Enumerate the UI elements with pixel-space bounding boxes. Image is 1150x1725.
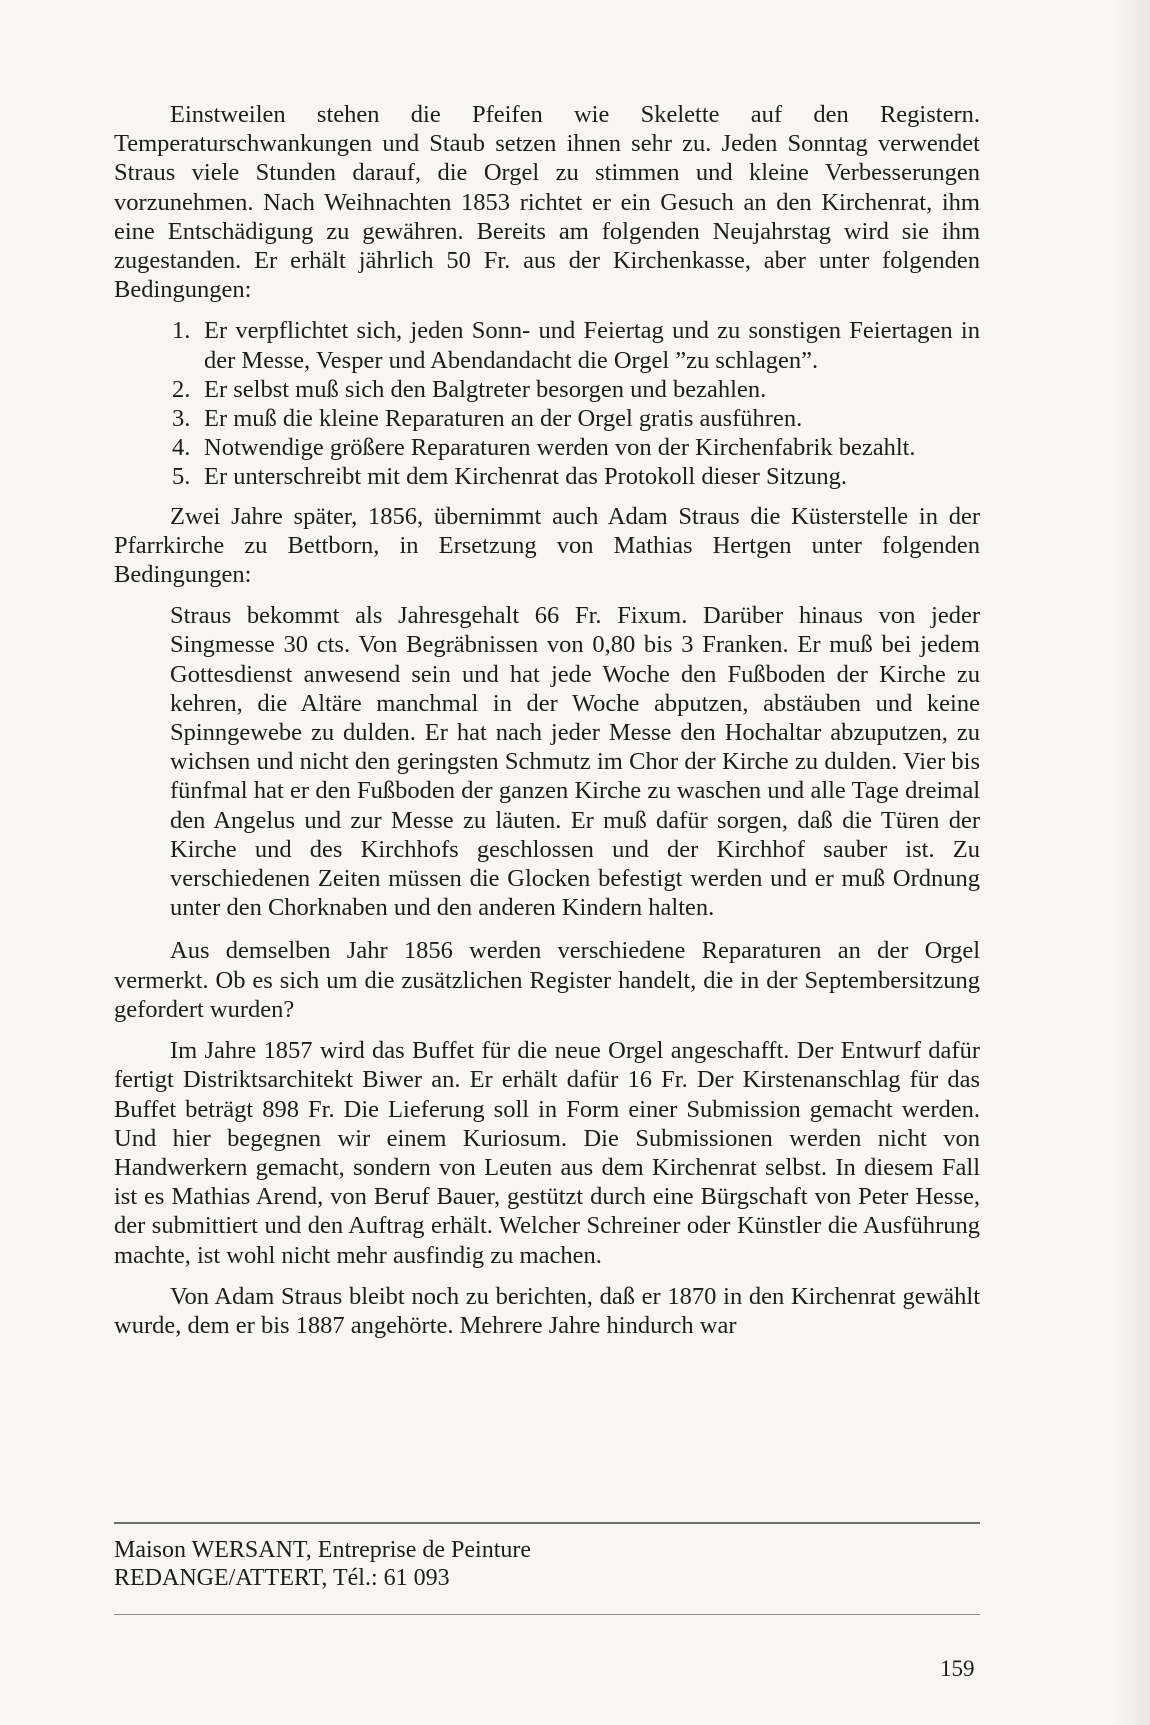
list-item [114, 462, 980, 491]
list-item-text: Er selbst muß sich den Balgtreter besorgen und bezahlen. [204, 375, 767, 403]
list-item-number: 4. [172, 434, 191, 462]
advert-line-1: Maison WERSANT, Entreprise de Peinture [114, 1537, 532, 1563]
paragraph-kirchenrat: Von Adam Straus bleibt noch zu berichten, daß er 1870 in den Kirchenrat gewählt wurde, dem er bis 1887 angehörte. Mehrere Jahre hindurch war [114, 1282, 980, 1339]
list-item-text: Er unterschreibt mit dem Kirchenrat das Protokoll dieser Sitzung. [204, 463, 847, 491]
advert-top-rule [114, 1522, 980, 1524]
paragraph-buffet: Im Jahre 1857 wird das Buffet für die neue Orgel angeschafft. Der Entwurf dafür fertigt Distriktsarchitekt Biwer an. Er erhält dafür 16 Fr. Der Kirstenanschlag für das Buffet beträgt 898 Fr. Die Lieferung soll in Form einer Submission gemacht werden. Und hier begegnen wir einem Kuriosum. Die Submissionen werden nicht von Handwerkern gemacht, sondern von Leuten aus dem Kirchenrat selbst. In diesem Fall ist es Mathias Arend, von Beruf Bauer, gestützt durch eine Bürgschaft von Peter Hesse, der submittiert und den Auftrag erhält. Welcher Schreiner oder Künstler die Ausführung machte, ist wohl nicht mehr ausfindig zu machen. [114, 1037, 980, 1269]
advert-bottom-rule [114, 1614, 980, 1615]
list-item-number: 1. [172, 317, 191, 345]
conditions-list [114, 316, 980, 491]
list-item-number: 2. [172, 375, 191, 403]
list-item [114, 316, 980, 374]
paragraph-reparaturen: Aus demselben Jahr 1856 werden verschiedene Reparaturen an der Orgel vermerkt. Ob es sich um die zusätzlichen Register handelt, die in der Septembersitzung gefordert wurden? [114, 937, 980, 1023]
list-item-text: Er muß die kleine Reparaturen an der Orgel gratis ausführen. [204, 405, 803, 433]
list-item-text: Notwendige größere Reparaturen werden von der Kirchenfabrik bezahlt. [204, 434, 916, 462]
paragraph-kuester: Zwei Jahre später, 1856, übernimmt auch Adam Straus die Küsterstelle in der Pfarrkirche zu Bettborn, in Ersetzung von Mathias Hertgen unter folgenden Bedingungen: [114, 502, 980, 589]
advert-line-2: REDANGE/ATTERT, Tél.: 61 093 [114, 1565, 450, 1591]
list-item [114, 404, 980, 433]
list-item-number: 5. [172, 463, 191, 491]
page-edge-shadow [1116, 0, 1150, 1725]
list-item [114, 433, 980, 462]
advertisement [114, 1536, 814, 1592]
paragraph-intro: Einstweilen stehen die Pfeifen wie Skelette auf den Registern. Temperaturschwankungen und Staub setzen ihnen sehr zu. Jeden Sonntag verwendet Straus viele Stunden darauf, die Orgel zu stimmen und kleine Verbesserungen vorzunehmen. Nach Weihnachten 1853 richtet er ein Gesuch an den Kirchenrat, ihm eine Entschädigung zu gewähren. Bereits am folgenden Neujahrstag wird sie ihm zugestanden. Er erhält jährlich 50 Fr. aus der Kirchenkasse, aber unter folgenden Bedingungen: [114, 101, 980, 304]
list-item [114, 375, 980, 404]
page-number: 159 [940, 1656, 975, 1681]
list-item-text: Er verpflichtet sich, jeden Sonn- und Feiertag und zu sonstigen Feiertagen in der Messe, Vesper und Abendandacht die Orgel ”zu schlagen”. [204, 317, 980, 374]
list-item-number: 3. [172, 405, 191, 433]
body-text [114, 100, 980, 1352]
paragraph-conditions: Straus bekommt als Jahresgehalt 66 Fr. Fixum. Darüber hinaus von jeder Singmesse 30 cts. Von Begräbnissen von 0,80 bis 3 Franken. Er muß bei jedem Gottesdienst anwesend sein und hat jede Woche den Fußboden der Kirche zu kehren, die Altäre manchmal in der Woche abputzen, abstäuben und keine Spinngewebe zu dulden. Er hat nach jeder Messe den Hochaltar abzuputzen, zu wichsen und nicht den geringsten Schmutz im Chor der Kirche zu dulden. Vier bis fünfmal hat er den Fußboden der ganzen Kirche zu waschen und alle Tage dreimal den Angelus und zur Messe zu läuten. Er muß dafür sorgen, daß die Türen der Kirche und des Kirchhofs geschlossen und der Kirchhof sauber ist. Zu verschiedenen Zeiten müssen die Glocken befestigt werden und er muß Ordnung unter den Chorknaben und den anderen Kindern halten. [170, 602, 980, 922]
